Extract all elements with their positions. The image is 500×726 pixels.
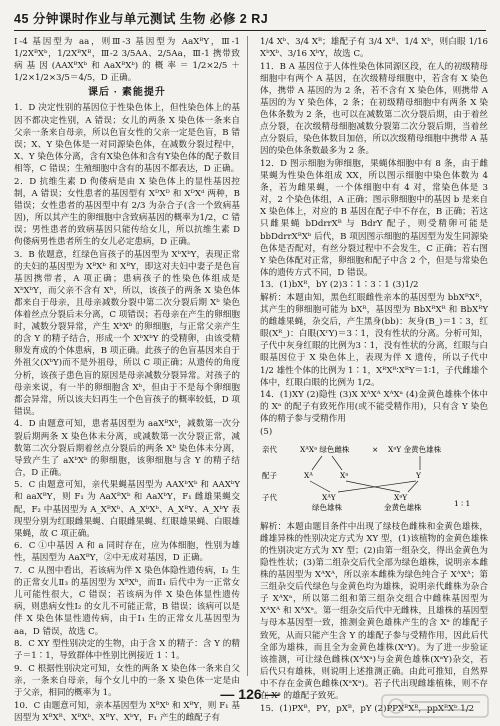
genetic-cross-diagram bbox=[260, 442, 488, 514]
answer-2: 2．D 抗维生素 D 佝偻病是由 X 染色体上的显性基因控制，A 错误；女性患者的基因型有 XᴰXᴰ 和 XᴰXᵈ 两种，B 错误；女性患者的基因型中有 2/3 为杂合子(含一个致病基因)，所以其产生的卵细胞中含致病基因的概率为1/2，C 错误；男性患者的致病基因只能传给女儿，所以抗维生素 D 佝偻病男性患者所生的女儿必定患病，D 正确。 bbox=[14, 176, 240, 247]
column-divider bbox=[247, 36, 248, 676]
watermark-stamp-icon bbox=[380, 692, 490, 720]
answer-14-5: (5) bbox=[260, 427, 273, 437]
gamete-xa-female: Xᴬ bbox=[304, 470, 313, 480]
answer-1: 1．D 决定性别的基因位于性染色体上，但性染色体上的基因不都决定性别，A 错误；女儿的两条 X 染色体一条来自父亲一条来自母亲，所以色盲女性的父亲一定是色盲，B 错误；X、Y 染色体是一对同源染色体，在减数分裂过程中，X、Y 染色体分离，含有X染色体和含有Y染色体的配子数目相等，C 错误；生殖细胞中含有的基因不都表达，D 正确。 bbox=[14, 103, 240, 174]
offspring-2-phenotype: 金黄色雄株 bbox=[384, 502, 422, 512]
answer-10: 10．C 由题意可知，亲本基因型为 XᴮXᵇ 和 XᴮY，则 F₁ 基因型为 XᴮXᴮ、XᴮXᵇ、XᴮY、XᵇY，F₁ 产生的雌配子有 bbox=[14, 700, 240, 723]
explanation-13: 解析：本题由知，黑色红眼雌性亲本的基因型为 bbXᴿXᴿ，其产生的卵细胞可能为 bXᴿ，基因型为 BbXᴿXᴿ 和 BbXᴿY 的雌雄果蝇，杂交后，产生黑身(bb)：灰身(B_)＝1∶3，红眼(Xᴿ_)：白眼(XʳY)＝3∶1，没有性状的分离。分析可知，子代中灰身红眼的比例为3∶1，没有性状的分离，红眼与白眼基因位于 X 染色体上，表现为伴 X 遗传，所以子代中 1/2 雄性个体的比例为 1∶1，XᴿXᴿ∶XᴿY＝1∶1，子代雌雄个体中，红眼白眼的比例为 1/2。 bbox=[260, 292, 488, 388]
left-column bbox=[14, 36, 240, 724]
offspring-label: 子代 bbox=[262, 492, 277, 502]
gamete-xa-recessive: Xᵃ bbox=[340, 470, 349, 480]
page-number: — 126 — bbox=[220, 686, 280, 702]
answer-10-cont: 1/4 Xᵇ、3/4 Xᴮ；雄配子有 3/4 Xᴮ、1/4 Xᵇ，则白眼 1/16 XᵇXᵇ、3/16 XᵇY，故选 C。 bbox=[260, 37, 488, 60]
answer-text: Ⅰ-4 基因型为 aa，则Ⅲ-3 基因型为 AaXᴮY，Ⅲ-1 1/2XᴮXᵇ，1/2XᴮXᴮ，Ⅲ-2 3/5AA、2/5Aa，Ⅲ-1 携带致病基因(AAXᴮXᵇ和AaXᴮXᵇ)的概率＝1/2×2/5＋1/2×1/2×3/5＝4/5，D 正确。 bbox=[14, 37, 240, 84]
offspring-2-genotype: XᵃY bbox=[394, 492, 408, 502]
answer-15: 15．(1)PXᴮ，PY，pXᴮ，pY (2)PPXᴮXᴮ，ppXᴮXᵇ 1/2 bbox=[260, 703, 475, 714]
cross-symbol: × bbox=[372, 444, 379, 454]
answer-3: 3．B 依题意，红绿色盲孩子的基因型为 XᵇXᵇY，表现正常的夫妇的基因型为 XᴮXᵇ 和 XᴮY，即这对夫妇中妻子是色盲基因携带者，A 项正确；患病孩子的性染色体组成是 XᵇXᵇY，而父亲不含有 Xᵇ，所以，该孩子的两条 X 染色体都来自于母亲，且母亲减数分裂中第二次分裂后期 Xᵇ 染色体着丝点分裂后未分离，C 项错误；若母亲在产生的卵细胞时，减数分裂异常，产生 XᵇXᵇ 的卵细胞，与正常父亲产生的含 Y 的精子结合，形成一个 XᵇXᵇY 的受精卵，由该受精卵发育成的个体患病，B 项正确。此孩子的色盲基因来自于外祖父(XᵇY)而不是外祖母，所以 C 项正确；从遗传的角度分析，该孩子患色盲的原因是母亲减数分裂异常。对孩子的母亲来说，有一半的卵细胞含 Xᵇ，但由于不是每个卵细胞都会异常，所以该夫妇再生一个色盲孩子的概率较低，D 项错误。 bbox=[14, 249, 240, 417]
gamete-label: 配子 bbox=[262, 470, 277, 480]
answer-14: 14．(1)XY (2)隐性 (3)X XᴬXᴬ XᴬXᵃ (4)金黄色雄株个体中的 Xᵃ 的配子有致死作用(或不能受精作用)，只有含 Y 染色体的精子参与受精作用 bbox=[260, 390, 488, 425]
running-header: 45 分钟课时作业与单元测试 生物 必修 2 RJ bbox=[14, 9, 486, 31]
explanation-14: 解析：本题由题目条件中出现了绿枝色雌株和金黄色雄株，雌雄异株的性别决定方式为 XY 型，(1)该植物的金黄色雄株的性别决定方式为 XY 型；(2)由第一组杂交，得出金黄色为隐性性状；(3)第二组杂交后代全部为绿色雄株，说明亲本雌株的基因型为 XᴬXᴬ，所以亲本雌株为绿色纯合子 XᴬXᴬ；第三组杂交后代绿色与金黄色均为雄株，说明亲代雌株为杂合子 XᴬXᵃ，所以第二组和第三组杂交组合中雌株基因型为 XᴬXᴬ 和 XᴬXᵃ。第一组杂交后代中无雌株，且雄株的基因型与母本基因型一致，推测金黄色雄株产生的含 Xᵃ 的雄配子致死，从而只能产生含 Y 的雄配子参与受精作用，因此后代全部为雄株，而且全为金黄色雄株(XᵃY)。为了进一步验证该推测，可让绿色雌株(XᴬXᵃ)与金黄色雄株(XᵃY)杂交，若后代只有雄株，则说明上述推测正确。由此可推知，自然界中不存在金黄色雌株(XᵃXᵃ)。若子代出现雌雄植株，则不存在 Xᵃ 的雄配子致死。 bbox=[260, 521, 488, 701]
answer-12: 12．D 图示细胞为卵细胞，果蝇体细胞中有 8 条，由于雌果蝇为性染色体组成 XX，所以图示细胞中染色体数为 4 条，若为雌果蝇，一个体细胞中有 4 对，常染色体是 3 对，2 个染色体组，A 正确；图示卵细胞中的基因 b 是来自 X 染色体上，对应的 B 基因在配子中不存在，B 正确；若这只雌果蝇 bDdrrXᴮ 与 BdrY 配子，则受精卵可能是 bbDdrrXᴮXᵇ 后代，B 项因图示细胞的基因型为发生同源染色体是否配对，有丝分裂过程中不会发生，C 正确；若右图 Y 染色体配对正常，卵细胞和配子中含 2 个，但是与常染色体的遗传方式不同，D 错误。 bbox=[260, 158, 488, 278]
answer-8: 8．C XY 型性别决定的生物，由于含 X 的精子：含 Y 的精子＝1∶1，导致群体中性别比例接近 1∶1。 bbox=[14, 639, 240, 662]
section-title: 课后 · 素能提升 bbox=[88, 87, 166, 99]
right-column bbox=[260, 36, 488, 715]
answer-11: 11．B A 基因位于人体性染色体同源区段，在人的初级精母细胞中有两个 A 基因，在次级精母细胞中，若含有 X 染色体，携带 A 基因的为 2 条，若不含有 X 染色体，则携带 A 基因的为 Y 染色体，2 条；在初级精母细胞中有两条 X 染色体条数为 2 条，也可以在减数第二次分裂后期，由于着丝点分裂，在次级精母细胞减数分裂第二次分裂后期，当着丝点分裂后，染色体数目加倍，所以次级精母细胞中携带 A 基因的染色体条数最多为 2 条。 bbox=[260, 61, 488, 157]
answer-4: 4．D 由题意可知，患者基因型为 aaXᴮXᵇ，减数第一次分裂后期两条 X 染色体未分离，或减数第一次分裂正常，减数第二次分裂后期着丝点分裂后的两条 Xᵇ 染色体未分离，导致产生了 aXᵇXᵇ 的卵细胞，该卵细胞与含 Y 的精子结合，D 正确。 bbox=[14, 419, 240, 478]
answer-9: 9．C 根据性别决定可知，女性的两条 X 染色体一条来自父亲，一条来自母亲，每个女儿中的一条 X 染色体一定是由于父亲，相同的概率为 1。 bbox=[14, 663, 240, 698]
answer-5: 5．C 由题意可知，亲代果蝇基因型为 AAXᵇXᵇ 和 AAXᵇY 和 aaXᴮY，则 F₁ 为 AaXᴮXᵇ 和 AaXᵇY，F₁ 雌雄果蝇交配，F₂ 中基因型为 A_XᴮXᵇ、A_XᵇXᵇ、A_XᴮY、A_XᵇY 表现型分别为红眼雌果蝇、白眼雌果蝇、红眼雄果蝇、白眼雄果蝇，故 C 项正确。 bbox=[14, 480, 240, 539]
gamete-y: Y bbox=[416, 470, 421, 480]
answer-7: 7．C 从图中看出，若该病为伴 X 染色体隐性遗传病，Ⅰ₂ 生的正常女儿Ⅱ₃ 的基因型为 XᴮXᵇ，而Ⅱ₁ 后代中为一正常女儿可能性很大，C 错误；若该病为伴 X 染色体显性遗传病，则患病女性Ⅰ₂ 的女儿不可能正常，B 错误；该病可以是伴 X 染色体显性遗传病，由于Ⅰ₁ 生的正常女儿基因型为 aa，D 错误，故选 C。 bbox=[14, 566, 240, 637]
parent-female: XᴬXᵃ 绿色雌株 bbox=[300, 444, 350, 454]
parent-male: XᵃY 金黄色雄株 bbox=[388, 444, 442, 454]
answer-6: 6．C ①中基因 A 和 a 同时存在，应为体细胞，性别为雄性，基因型为 AaXᴮY，②中无成对基因，D 正确。 bbox=[14, 541, 240, 564]
offspring-ratio: 1 ∶ 1 bbox=[454, 498, 471, 508]
answer-13: 13．(1)bXᴿ，bY (2)3∶1∶3∶1 (3)1/2 bbox=[260, 280, 419, 291]
offspring-1-phenotype: 绿色雄株 bbox=[312, 502, 342, 512]
parent-label: 亲代 bbox=[262, 444, 277, 454]
offspring-1-genotype: XᴬY bbox=[322, 492, 336, 502]
